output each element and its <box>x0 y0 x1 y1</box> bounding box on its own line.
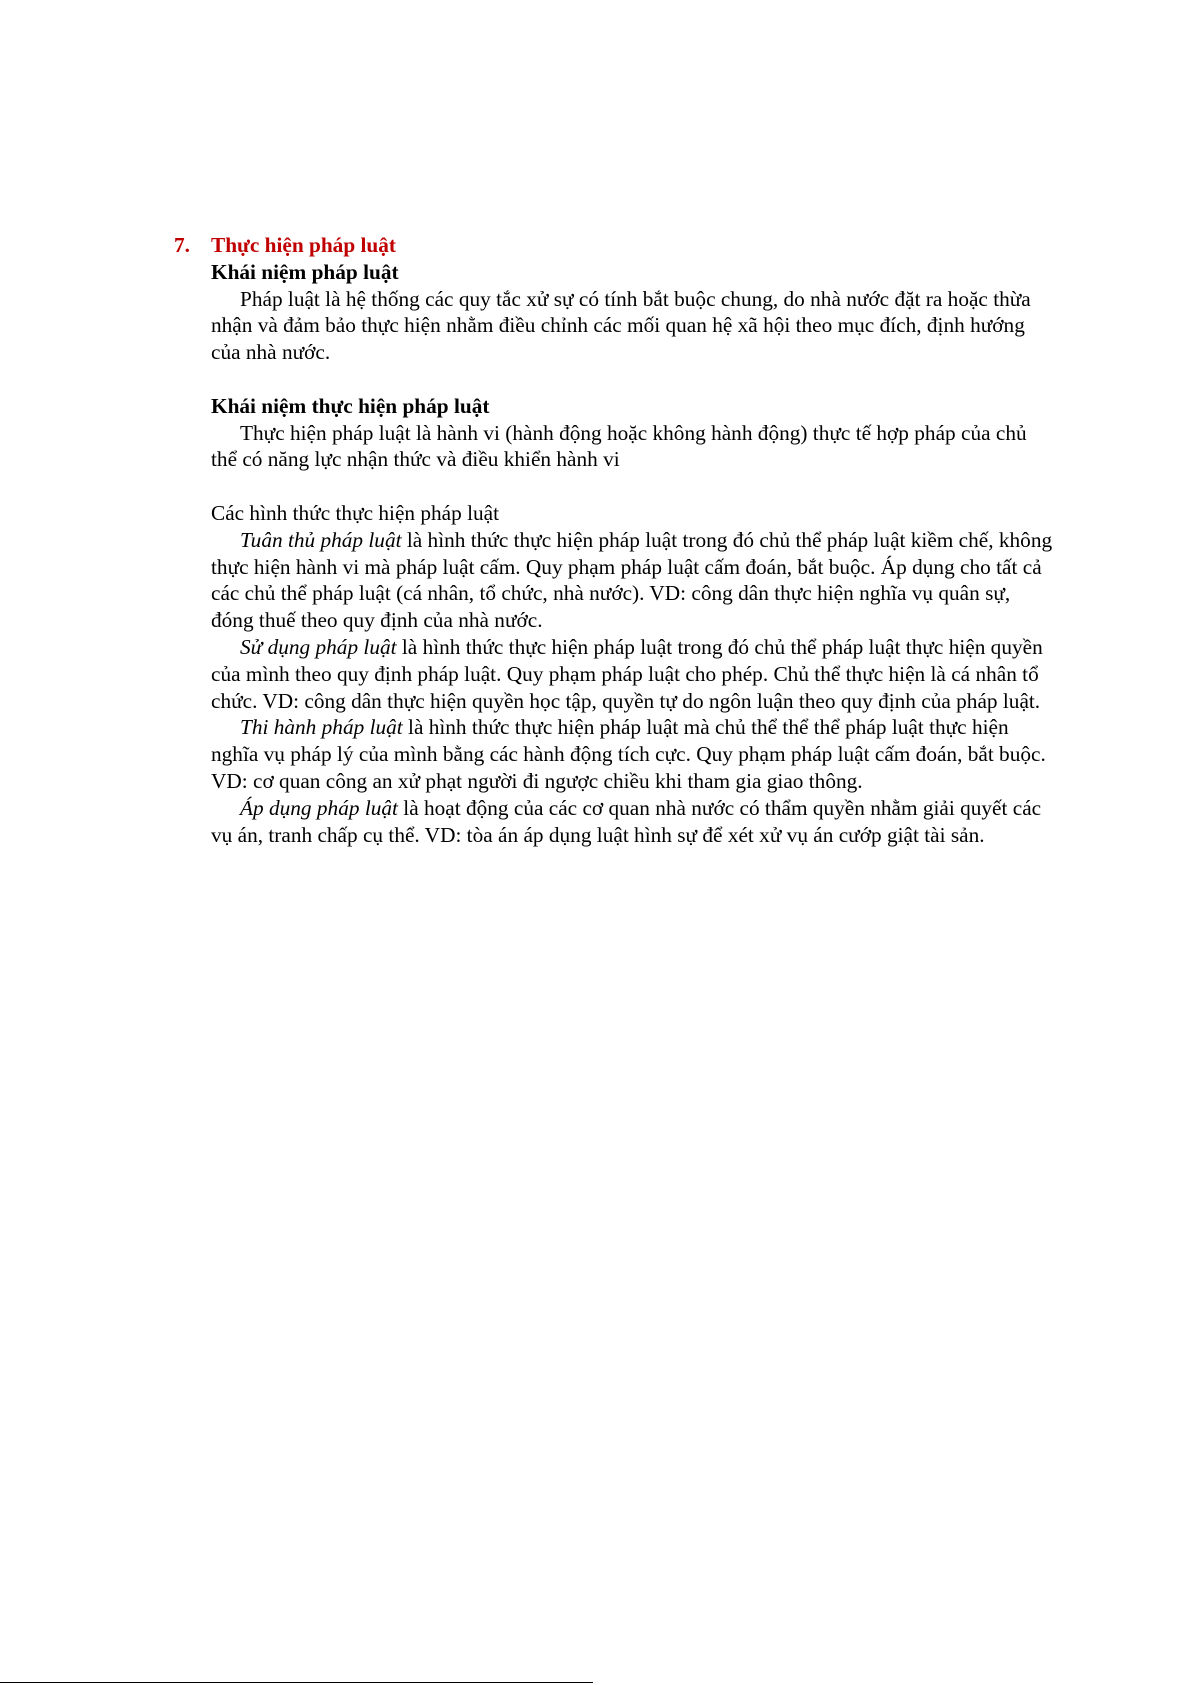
concept-implementation-heading: Khái niệm thực hiện pháp luật <box>211 393 490 418</box>
form-description: là hình thức thực hiện pháp luật mà chủ thể thể thể pháp luật thực hiện nghĩa vụ pháp lý của mình bằng các hành động tích cực. Quy phạm pháp luật cấm đoán, bắt buộc. VD: cơ quan công an xử phạt người đi ngược chiều khi tham gia giao thông. <box>211 715 1046 793</box>
form-paragraph-use <box>211 634 1056 714</box>
section-heading <box>174 232 1074 259</box>
spacer <box>211 366 1056 393</box>
form-term: Tuân thủ pháp luật <box>240 527 402 552</box>
spacer <box>211 473 1056 500</box>
concept-implementation-paragraph: Thực hiện pháp luật là hành vi (hành động hoặc không hành động) thực tế hợp pháp của chủ thể có năng lực nhận thức và điều khiển hành vi <box>211 420 1027 472</box>
form-term: Áp dụng pháp luật <box>240 795 398 820</box>
form-description: là hình thức thực hiện pháp luật trong đó chủ thể pháp luật thực hiện quyền của mình theo quy định pháp luật. Quy phạm pháp luật cho phép. Chủ thể thực hiện là cá nhân tổ chức. VD: công dân thực hiện quyền học tập, quyền tự do ngôn luận theo quy định của pháp luật. <box>211 634 1043 713</box>
form-paragraph-application <box>211 795 1056 849</box>
form-description: là hình thức thực hiện pháp luật trong đó chủ thể pháp luật kiềm chế, không thực hiện hành vi mà pháp luật cấm. Quy phạm pháp luật cấm đoán, bắt buộc. Áp dụng cho tất cả các chủ thể pháp luật (cá nhân, tổ chức, nhà nước). VD: công dân thực hiện nghĩa vụ quân sự, đóng thuế theo quy định của nhà nước. <box>211 527 1053 633</box>
section-title: Thực hiện pháp luật <box>211 233 396 257</box>
forms-heading: Các hình thức thực hiện pháp luật <box>211 500 500 525</box>
form-paragraph-execution <box>211 714 1056 794</box>
form-paragraph-compliance <box>211 527 1056 634</box>
concept-law-paragraph: Pháp luật là hệ thống các quy tắc xử sự có tính bắt buộc chung, do nhà nước đặt ra hoặc thừa nhận và đảm bảo thực hiện nhằm điều chỉnh các mối quan hệ xã hội theo mục đích, định hướng của nhà nước. <box>211 286 1031 365</box>
footer-divider <box>0 1682 593 1683</box>
form-term: Sử dụng pháp luật <box>240 634 397 659</box>
form-term: Thi hành pháp luật <box>240 715 403 740</box>
concept-law-heading: Khái niệm pháp luật <box>211 259 399 284</box>
section-number: 7. <box>174 233 190 257</box>
section-body <box>211 232 1056 848</box>
page-content <box>174 232 1056 848</box>
form-description: là hoạt động của các cơ quan nhà nước có thẩm quyền nhằm giải quyết các vụ án, tranh chấp cụ thể. VD: tòa án áp dụng luật hình sự để xét xử vụ án cướp giật tài sản. <box>211 795 1042 847</box>
